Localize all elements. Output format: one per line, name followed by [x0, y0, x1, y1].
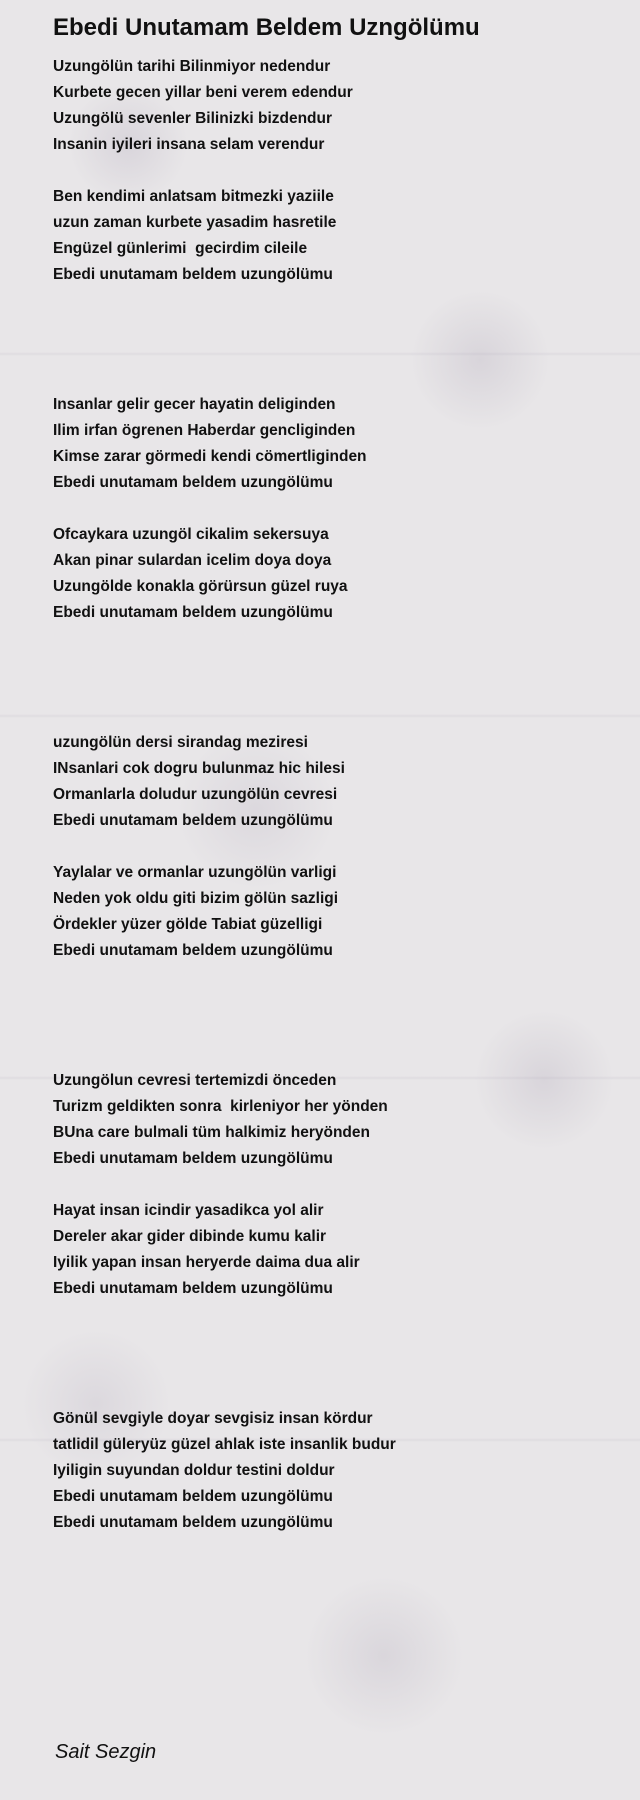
- poem-line: Kurbete gecen yillar beni verem edendur: [53, 84, 353, 101]
- poem-line: Gönül sevgiyle doyar sevgisiz insan kördur: [53, 1410, 373, 1427]
- stanza: [53, 1406, 613, 1536]
- poem-line: Dereler akar gider dibinde kumu kalir: [53, 1228, 327, 1245]
- poem-line: Iyilik yapan insan heryerde daima dua alir: [53, 1254, 360, 1271]
- poem-line: Hayat insan icindir yasadikca yol alir: [53, 1202, 324, 1219]
- poem-author: Sait Sezgin: [55, 1741, 157, 1763]
- stanza-gap: [53, 834, 613, 860]
- poem-line: Ördekler yüzer gölde Tabiat güzelligi: [53, 916, 323, 933]
- poem-line: Uzungölun cevresi tertemizdi önceden: [53, 1072, 337, 1089]
- poem-line: Engüzel günlerimi gecirdim cileile: [53, 240, 308, 257]
- poem-line: BUna care bulmali tüm halkimiz heryönden: [53, 1124, 370, 1141]
- poem-line: Uzungölü sevenler Bilinizki bizdendur: [53, 110, 333, 127]
- poem-line: Ebedi unutamam beldem uzungölümu: [53, 942, 333, 959]
- stanza: [53, 730, 613, 834]
- stanza: [53, 184, 613, 288]
- stanza-gap: [53, 496, 613, 522]
- poem-line: Uzungölde konakla görürsun güzel ruya: [53, 578, 348, 595]
- poem-line: uzun zaman kurbete yasadim hasretile: [53, 214, 337, 231]
- poem-container: [53, 10, 613, 1536]
- poem-line: Ebedi unutamam beldem uzungölümu: [53, 604, 333, 621]
- stanza: [53, 392, 613, 496]
- poem-line: Uzungölün tarihi Bilinmiyor nedendur: [53, 58, 331, 75]
- poem-line: Ormanlarla doludur uzungölün cevresi: [53, 786, 338, 803]
- stanza-gap: [53, 964, 613, 1068]
- poem-body: [53, 54, 613, 1536]
- poem-line: Kimse zarar görmedi kendi cömertliginden: [53, 448, 367, 465]
- poem-line: Ebedi unutamam beldem uzungölümu: [53, 266, 333, 283]
- poem-title: Ebedi Unutamam Beldem Uzngölümu: [53, 14, 480, 41]
- poem-line: uzungölün dersi sirandag meziresi: [53, 734, 308, 751]
- stanza: [53, 1198, 613, 1302]
- poem-line: Ben kendimi anlatsam bitmezki yaziile: [53, 188, 334, 205]
- stanza: [53, 54, 613, 158]
- poem-line: Ebedi unutamam beldem uzungölümu: [53, 1150, 333, 1167]
- poem-line: Ebedi unutamam beldem uzungölümu: [53, 1280, 333, 1297]
- stanza: [53, 860, 613, 964]
- poem-line: Yaylalar ve ormanlar uzungölün varligi: [53, 864, 337, 881]
- poem-line: Neden yok oldu giti bizim gölün sazligi: [53, 890, 339, 907]
- poem-line: Ebedi unutamam beldem uzungölümu: [53, 474, 333, 491]
- poem-line: Ilim irfan ögrenen Haberdar gencliginden: [53, 422, 356, 439]
- poem-line: tatlidil güleryüz güzel ahlak iste insanlik budur: [53, 1436, 396, 1453]
- poem-line: Ebedi unutamam beldem uzungölümu: [53, 1488, 333, 1505]
- stanza: [53, 522, 613, 626]
- poem-line: Ebedi unutamam beldem uzungölümu: [53, 812, 333, 829]
- poem-line: Ebedi unutamam beldem uzungölümu: [53, 1514, 333, 1531]
- poem-line: Akan pinar sulardan icelim doya doya: [53, 552, 332, 569]
- poem-line: Iyiligin suyundan doldur testini doldur: [53, 1462, 335, 1479]
- stanza: [53, 1068, 613, 1172]
- poem-line: Turizm geldikten sonra kirleniyor her yönden: [53, 1098, 388, 1115]
- stanza-gap: [53, 158, 613, 184]
- stanza-gap: [53, 1302, 613, 1406]
- poem-line: Insanin iyileri insana selam verendur: [53, 136, 325, 153]
- stanza-gap: [53, 626, 613, 730]
- poem-line: Ofcaykara uzungöl cikalim sekersuya: [53, 526, 329, 543]
- stanza-gap: [53, 288, 613, 392]
- poem-line: INsanlari cok dogru bulunmaz hic hilesi: [53, 760, 345, 777]
- poem-line: Insanlar gelir gecer hayatin deliginden: [53, 396, 336, 413]
- stanza-gap: [53, 1172, 613, 1198]
